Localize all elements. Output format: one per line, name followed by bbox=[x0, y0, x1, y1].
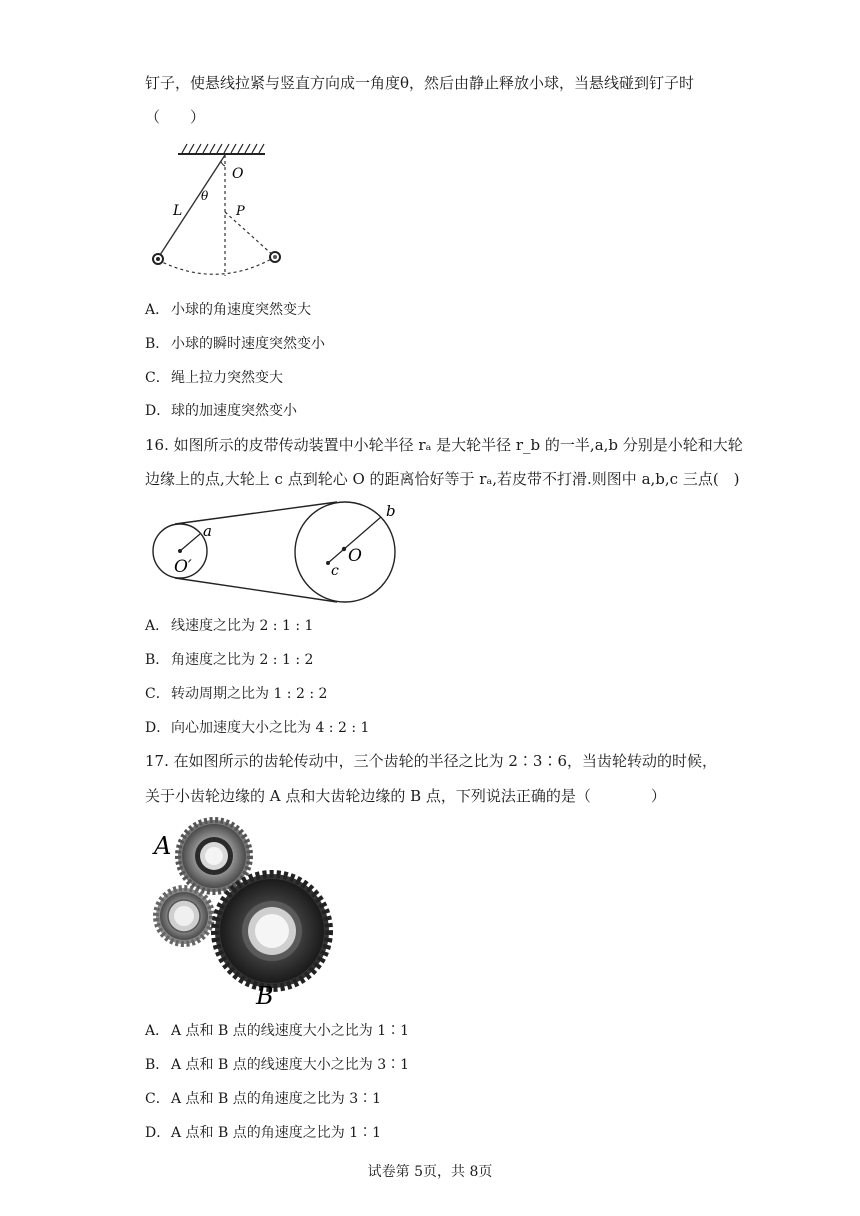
q15-option-b[interactable]: B． 小球的瞬时速度突然变小 bbox=[145, 336, 325, 352]
q17-option-d[interactable]: D．A 点和 B 点的角速度之比为 1∶1 bbox=[145, 1125, 382, 1141]
q16-option-c[interactable]: C．转动周期之比为 1 : 2 : 2 bbox=[145, 686, 328, 702]
label-O: O bbox=[232, 166, 244, 182]
q15-answer-blank: （ ） bbox=[145, 108, 206, 126]
gear-a bbox=[178, 820, 250, 892]
q15-option-d[interactable]: D．球的加速度突然变小 bbox=[145, 403, 297, 419]
label-theta: θ bbox=[201, 189, 209, 203]
label-b: b bbox=[386, 502, 396, 520]
q17-option-c[interactable]: C．A 点和 B 点的角速度之比为 3∶1 bbox=[145, 1091, 382, 1107]
label-L: L bbox=[173, 203, 183, 219]
q16-option-a[interactable]: A． 线速度之比为 2 : 1 : 1 bbox=[145, 618, 314, 634]
q17-stem-line1: 17. 在如图所示的齿轮传动中，三个齿轮的半径之比为 2∶3∶6，当齿轮转动的时候， bbox=[145, 752, 718, 770]
q16-stem-line1: 16. 如图所示的皮带传动装置中小轮半径 rₐ 是大轮半径 r_b 的一半,a,b 分别是小轮和大轮 bbox=[145, 436, 743, 454]
label-A: A bbox=[154, 832, 172, 860]
q16-option-b[interactable]: B． 角速度之比为 2 : 1 : 2 bbox=[145, 652, 314, 668]
label-O: O bbox=[348, 546, 362, 566]
label-O-prime: O′ bbox=[174, 557, 192, 577]
q15-stem-line1: 钉子，使悬线拉紧与竖直方向成一角度θ，然后由静止释放小球，当悬线碰到钉子时 bbox=[145, 74, 695, 92]
q15-option-a[interactable]: A． 小球的角速度突然变大 bbox=[145, 302, 311, 318]
q16-option-d[interactable]: D．向心加速度大小之比为 4 : 2 : 1 bbox=[145, 720, 370, 736]
q17-option-a[interactable]: A． A 点和 B 点的线速度大小之比为 1∶1 bbox=[145, 1023, 410, 1039]
pendulum-figure bbox=[145, 140, 275, 280]
label-P: P bbox=[236, 204, 245, 219]
belt-drive-figure bbox=[145, 498, 415, 610]
gears-figure bbox=[150, 818, 335, 1008]
label-c: c bbox=[331, 563, 339, 579]
gear-middle bbox=[156, 888, 212, 944]
q17-option-b[interactable]: B． A 点和 B 点的线速度大小之比为 3∶1 bbox=[145, 1057, 410, 1073]
page-footer: 试卷第 5页，共 8页 bbox=[367, 1164, 493, 1180]
q16-stem-line2: 边缘上的点,大轮上 c 点到轮心 O 的距离恰好等于 rₐ,若皮带不打滑.则图中 a,b,c 三点( ) bbox=[145, 470, 740, 488]
label-a: a bbox=[203, 522, 212, 540]
q15-option-c[interactable]: C．绳上拉力突然变大 bbox=[145, 370, 283, 386]
label-B: B bbox=[256, 982, 274, 1010]
gear-b bbox=[215, 874, 329, 988]
q17-stem-line2: 关于小齿轮边缘的 A 点和大齿轮边缘的 B 点，下列说法正确的是（ ） bbox=[145, 787, 666, 805]
